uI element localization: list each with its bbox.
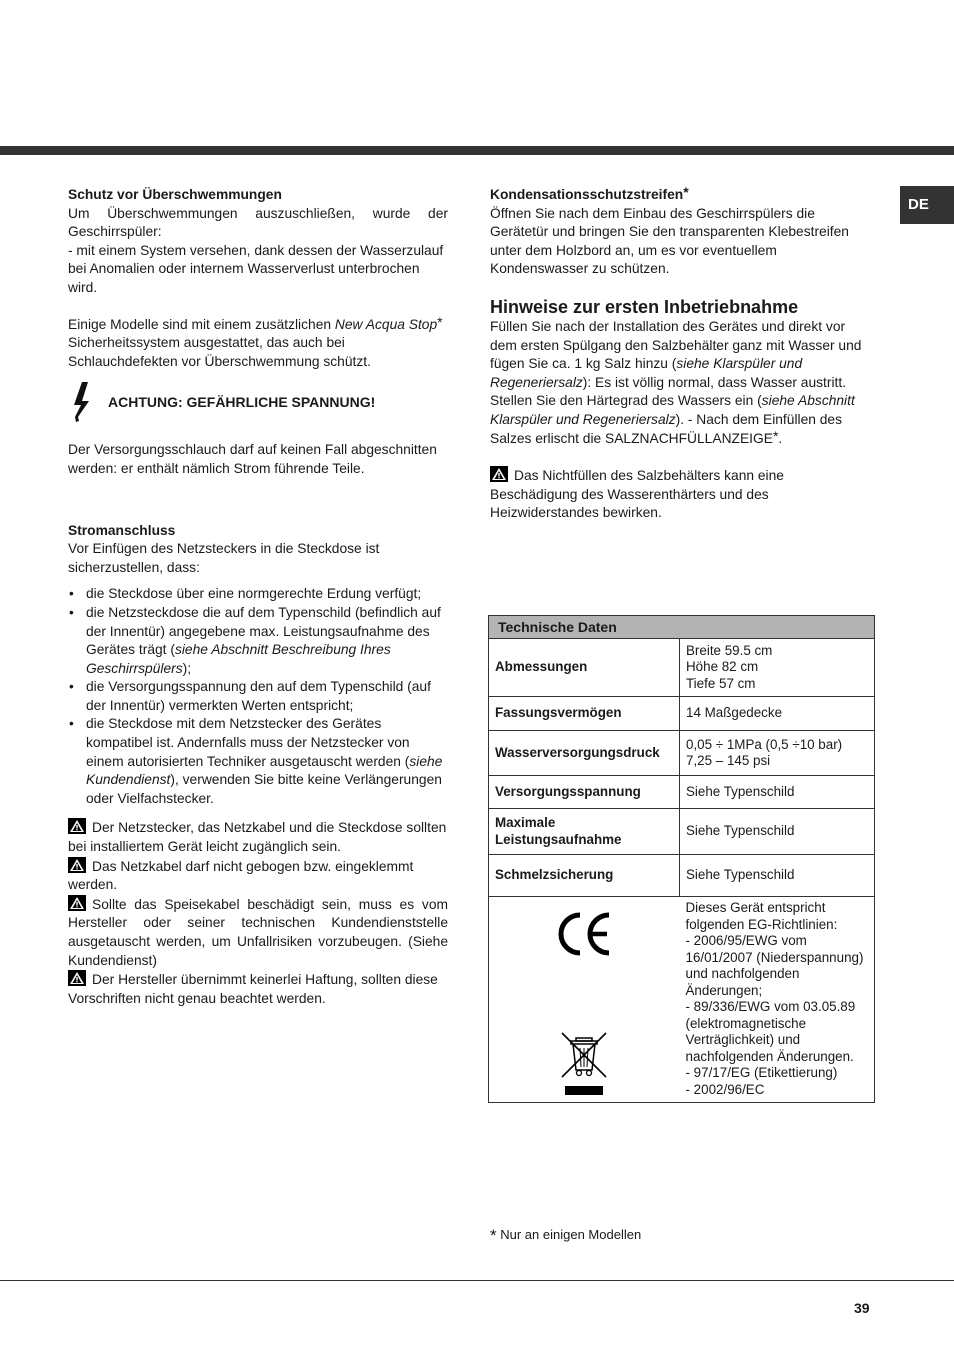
table-header-row	[489, 616, 875, 639]
high-voltage-icon	[68, 381, 98, 423]
left-column	[68, 186, 448, 1008]
note-3	[68, 895, 448, 970]
list-item	[68, 715, 448, 808]
table-cell-value: Siehe Typenschild	[680, 776, 875, 809]
list-item: • die Versorgungsspannung den auf dem Typenschild (auf der Innentür) vermerkten Werten entspricht;	[68, 678, 448, 715]
bullet4-ref: siehe Kundendienst	[86, 753, 443, 788]
flood-p3-model: New Acqua Stop	[334, 316, 438, 332]
language-tab: DE	[900, 186, 954, 224]
warning-triangle-icon	[68, 895, 86, 911]
power-intro: Vor Einfügen des Netzsteckers in die Steckdose ist sicherzustellen, dass:	[68, 541, 380, 575]
weee-bin-icon	[559, 1030, 609, 1098]
table-row	[489, 809, 875, 855]
note-2-text: Das Netzkabel darf nicht gebogen bzw. eingeklemmt werden.	[68, 858, 414, 893]
salt-note-text: Das Nichtfüllen des Salzbehälters kann eine Beschädigung des Wasserenthärters und des Heizwiderstandes bewirken.	[490, 468, 784, 521]
table-row	[489, 855, 875, 897]
power-checklist	[68, 585, 448, 808]
table-cell-label: Schmelzsicherung	[489, 855, 680, 897]
certification-icons	[489, 897, 680, 1103]
flood-p3-text-a: Einige Modelle sind mit einem zusätzlichen	[68, 316, 335, 332]
flood-p3-text-b: Sicherheitssystem ausgestattet, das auch bei Schlauchdefekten vor Überschwemmung schützt.	[68, 335, 371, 369]
warning-triangle-icon	[68, 818, 86, 834]
right-column	[490, 186, 875, 523]
table-row	[489, 776, 875, 809]
table-cell-value: Siehe Typenschild	[680, 855, 875, 897]
first-use-title: Hinweise zur ersten Inbetriebnahme	[490, 296, 799, 317]
footnote-star: *	[437, 313, 443, 330]
bullet4-text-a: die Steckdose mit dem Netzstecker des Gerätes kompatibel ist. Andernfalls muss der Netzstecker von einem autorisierten Techniker ausgetauscht werden (	[86, 716, 410, 769]
condensation-text: Öffnen Sie nach dem Einbau des Geschirrspülers die Gerätetür und bringen Sie den transparenten Klebestreifen unter dem Holzbord an, um es vor eventuellem Kondenswasser zu schützen.	[490, 205, 849, 277]
voltage-warning	[68, 381, 448, 423]
table-cell-label: Versorgungsspannung	[489, 776, 680, 809]
salt-note	[490, 466, 875, 523]
footnote-star: *	[490, 1226, 497, 1245]
list-item	[68, 604, 448, 678]
note-1	[68, 818, 448, 856]
page-number: 39	[854, 1300, 870, 1316]
header-bar	[0, 146, 954, 155]
first-use-ref-1: siehe Klarspüler und Regeneriersalz	[490, 356, 803, 390]
footnote-star: *	[772, 427, 779, 444]
table-cell-value: 14 Maßgedecke	[680, 697, 875, 731]
warning-triangle-icon	[490, 466, 508, 482]
table-cell-value: Breite 59.5 cm Höhe 82 cm Tiefe 57 cm	[680, 639, 875, 697]
first-use-text	[490, 318, 875, 448]
table-row	[489, 697, 875, 731]
table-cell-value: 0,05 ÷ 1MPa (0,5 ÷10 bar) 7,25 – 145 psi	[680, 731, 875, 776]
table-header: Technische Daten	[489, 616, 875, 639]
note-1-text: Der Netzstecker, das Netzkabel und die Steckdose sollten bei installiertem Gerät leicht zugänglich sein.	[68, 820, 447, 855]
flood-p1: Um Überschwemmungen auszuschließen, wurde der Geschirrspüler:	[68, 205, 448, 240]
flood-p3	[68, 313, 448, 372]
warning-text: Der Versorgungsschlauch darf auf keinen Fall abgeschnitten werden: er enthält nämlich Strom führende Teile.	[68, 442, 437, 476]
table-cell-label: Fassungsvermögen	[489, 697, 680, 731]
condensation-title-text: Kondensationsschutzstreifen	[490, 187, 684, 202]
first-use-text-b: ): Es ist völlig normal, dass Wasser austritt. Stellen Sie den Härtegrad des Wassers ein (	[490, 374, 847, 409]
list-item: • die Steckdose über eine normgerechte Erdung verfügt;	[68, 585, 448, 604]
footnote-text: Nur an einigen Modellen	[500, 1227, 642, 1242]
note-4-text: Der Hersteller übernimmt keinerlei Haftung, sollten diese Vorschriften nicht genau beachtet werden.	[68, 972, 438, 1006]
ce-mark-icon	[554, 909, 614, 959]
warning-triangle-icon	[68, 970, 86, 986]
note-3-text: Sollte das Speisekabel beschädigt sein, muss es vom Hersteller oder seiner technischen Kundendienststelle ausgetauscht werden, um Unfallrisiken vorzubeugen. (Siehe Kundendienst)	[68, 896, 448, 968]
footer-rule	[0, 1280, 954, 1281]
first-use-text-c: ). - Nach dem Einfüllen des Salzes erlischt die SALZNACHFÜLLANZEIGE	[490, 411, 842, 446]
bullet2-text-b: );	[182, 660, 192, 676]
warning-triangle-icon	[68, 857, 86, 873]
directives-text: Dieses Gerät entspricht folgenden EG-Richtlinien: - 2006/95/EWG vom 16/01/2007 (Niederspannung) und nachfolgenden Änderungen; - 89/336/EWG vom 03.05.89 (elektromagnetische Verträglichkeit) und nachfolgenden Änderungen. - 97/17/EG (Etikettierung) - 2002/96/EC	[680, 897, 875, 1103]
table-row	[489, 897, 875, 1103]
table-cell-label: Maximale Leistungsaufnahme	[489, 809, 680, 855]
power-title: Stromanschluss	[68, 522, 176, 538]
footnote	[490, 1226, 641, 1246]
table-row	[489, 639, 875, 697]
first-use-text-a: Füllen Sie nach der Installation des Gerätes und direkt vor dem ersten Spülgang den Salzbehälter ganz mit Wasser und fügen Sie ca. 1 kg Salz hinzu (	[490, 318, 862, 372]
warning-title: ACHTUNG: GEFÄHRLICHE SPANNUNG!	[108, 394, 376, 411]
condensation-title	[490, 186, 875, 205]
note-2	[68, 857, 448, 895]
table-cell-label: Wasserversorgungsdruck	[489, 731, 680, 776]
footnote-star: *	[683, 184, 689, 200]
bullet2-text-a: die Netzsteckdose die auf dem Typenschild (befindlich auf der Innentür) angegebene max. Leistungsaufnahme des Gerätes trägt (	[86, 604, 441, 658]
technical-data-table	[488, 615, 875, 1103]
bullet2-ref: siehe Abschnitt Beschreibung Ihres Geschirrspülers	[86, 642, 391, 676]
flood-title: Schutz vor Überschwemmungen	[68, 187, 282, 202]
table-row	[489, 731, 875, 776]
flood-p2: - mit einem System versehen, dank dessen der Wasserzulauf bei Anomalien oder internem Wasserverlust unterbrochen wird.	[68, 242, 444, 295]
note-4	[68, 970, 448, 1008]
first-use-text-d: .	[778, 430, 783, 446]
table-cell-value: Siehe Typenschild	[680, 809, 875, 855]
bullet4-text-b: ), verwenden Sie bitte keine Verlängerungen oder Vielfachstecker.	[86, 772, 442, 806]
table-cell-label: Abmessungen	[489, 639, 680, 697]
first-use-ref-2: siehe Abschnitt Klarspüler und Regeneriersalz	[490, 393, 855, 427]
